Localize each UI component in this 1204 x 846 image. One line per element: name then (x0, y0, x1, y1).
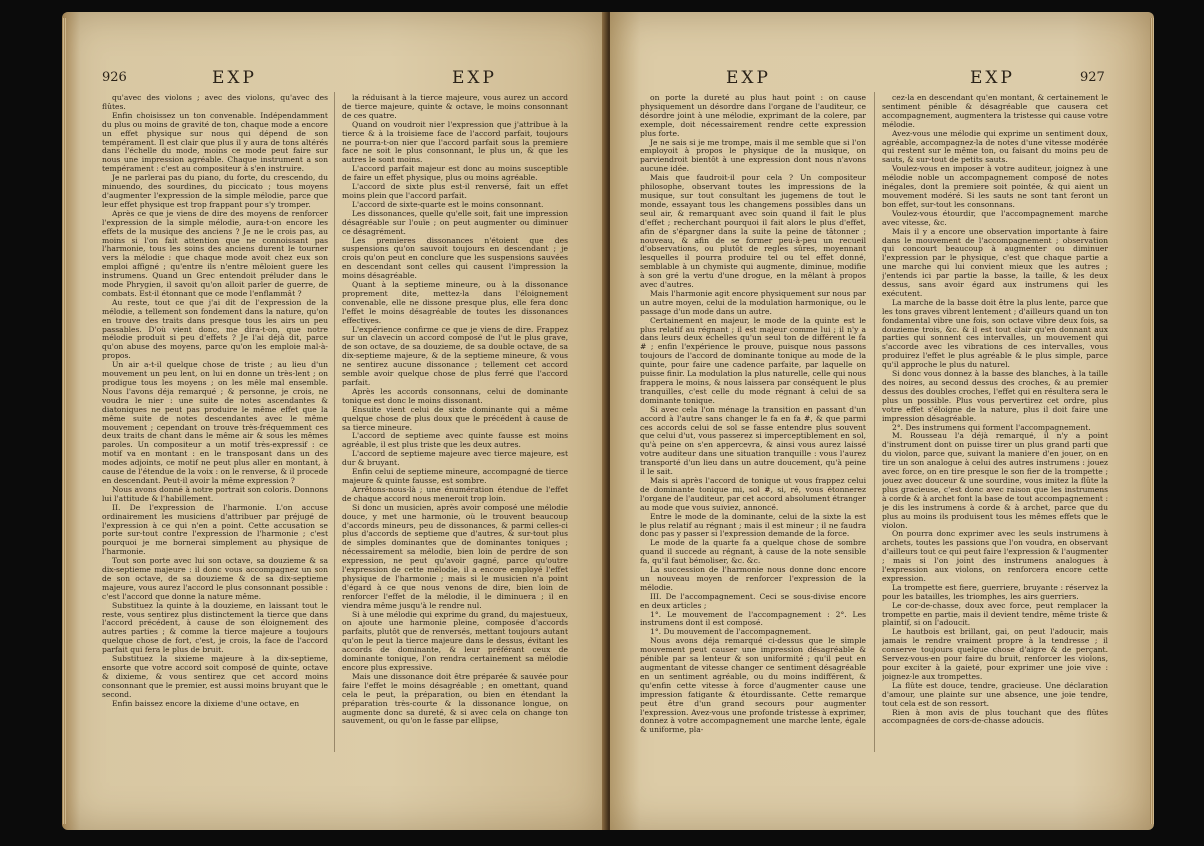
right-page-number: 927 (1080, 70, 1105, 85)
paragraph: Si donc un musicien, après avoir composé une mélodie douce, y met une harmonie, où le trouvent beaucoup d'accords mineurs, peu de dissonances, & parmi celles-ci plus d'accords de septieme que d'autres, & sur-tout plus de simples dominantes que de dominantes toniques ; nécessairement sa mélodie, bien loin de perdre de son expression, ne peut qu'avoir gagné, parce qu'outre l'expression de cette mélodie, il a encore employé l'effet physique de l'harmonie ; mais si le musicien n'a point d'égard à ce que nous venons de dire, bien loin de renforcer l'effet de la mélodie, il le diminuera ; il en viendra même jusqu'à le rendre nul. (342, 502, 568, 610)
paragraph: Après ce que je viens de dire des moyens de renforcer l'expression de la simple mélodie, aura-t-on encore les effets de la musique des anciens ? Je ne le crois pas, au moins si l'on fait attention que ne connoissant pas l'harmonie, tous les soins des anciens durent le tourner vers la mélodie : que chaque mode avoit chez eux son emploi affigné ; qu'entre ils n'entre mêloient guere les instrumens. Quand un Grec entendoit préluder dans le mode Phrygien, il savoit qu'on alloit parler de guerre, de combats. Est-il étonnant que ce mode l'enflammât ? (102, 208, 328, 298)
paragraph: Un air a-t-il quelque chose de triste ; au lieu d'un mouvement un peu lent, on lui en donne un très-lent ; on prodigue tous les moyens ; on les mêle mal ensemble. Nous l'avons déja remarqué ; & personne, je crois, ne voudra le nier : une suite de notes ascendantes & diatoniques ne peut pas produire le même effet que la même suite de notes descendantes avec le même mouvement ; cependant on trouve très-fréquemment ces deux traits de chant dans le même air & sous les mêmes paroles. Un compositeur a un motif très-expressif : ce motif va en montant : en le transposant dans un des modes adjoints, ce motif ne peut plus aller en montant, à cause de l'étendue de la voix : on le renverse, & il procede en descendant. Peut-il avoir la même expression ? (102, 360, 328, 485)
paragraph: Nous avons déja remarqué ci-dessus que le simple mouvement peut causer une impression désagréable & pénible par sa lenteur & son uniformité ; qu'il peut en augmentant de vitesse changer ce sentiment désagréable en un sentiment agréable, ou du moins indifférent, & qu'enfin cette vitesse à force d'augmenter cause une impression fatigante & étourdissante. Cette remarque peut être d'un grand secours pour augmenter l'expression. Avez-vous une profonde tristesse à exprimer, donnez à votre accompagnement une marche lente, égale & uniforme, pla- (640, 636, 866, 735)
paragraph: La marche de la basse doit être la plus lente, parce que les tons graves vibrent lentement ; d'ailleurs quand un ton fondamental vibre une fois, son octave vibre deux fois, sa douzieme trois, &c. & il est tout clair qu'en donnant aux parties qui sonnent ces intervalles, un mouvement qui s'accorde avec les vibrations de ces intervalles, vous produirez l'effet le plus agréable & le plus simple, parce qu'il approche le plus du naturel. (882, 297, 1108, 370)
paragraph: L'expérience confirme ce que je viens de dire. Frappez sur un clavecin un accord composé de l'ut le plus grave, de son octave, de sa douzieme, de sa double octave, de sa dix-septieme majeure, & de la septieme mineure, & vous ne sentirez aucune dissonance ; tellement cet accord semble avoir quelque chose de plus ferré que l'accord parfait. (342, 324, 568, 387)
paragraph: Rien à mon avis de plus touchant que des flûtes accompagnées de cors-de-chasse adoucis. (882, 707, 1108, 726)
left-header-right: EXP (452, 68, 497, 88)
paragraph: M. Rousseau l'a déjà remarqué, il n'y a point d'instrument dont on puisse tirer un plus grand parti que du violon, parce que, suivant la maniere d'en jouer, on en tire un son analogue à celui des autres instrumens : jouez avec force, on en tire presque le son fier de la trompette ; jouez avec douceur & une sourdine, vous imitez la flûte la plus gracieuse, c'est donc avec raison que les instrumens à corde & à archet font la base de tout accompagnement : je dis les instrumens à corde & à archet, parce que du plus au moins ils produisent tous les mêmes effets que le violon. (882, 431, 1108, 530)
paragraph: Nous avons donné à notre portrait son coloris. Donnons lui l'attitude & l'habillement. (102, 484, 328, 503)
paragraph: Au reste, tout ce que j'ai dit de l'expression de la mélodie, a tellement son fondement dans la nature, qu'on en trouve des traits dans presque tous les airs un peu passables. D'où vient donc, me dira-t-on, que notre mélodie produit si peu d'effets ? Je l'ai déjà dit, parce qu'on abuse des moyens, parce qu'on les emploie mal-à-propos. (102, 297, 328, 361)
paragraph: Mais il y a encore une observation importante à faire dans le mouvement de l'accompagnement ; observation qui concourt beaucoup à augmenter ou diminuer l'expression par le physique, c'est que chaque partie a une marche qui lui convient mieux que les autres ; j'entends ici par partie la basse, la taille, & les deux dessus, sans avoir égard aux instrumens qui les exécutent. (882, 226, 1108, 298)
paragraph: L'accord parfait majeur est donc au moins susceptible de faire un effet physique, plus ou moins agréable. (342, 164, 568, 183)
paragraph: Le hautbois est brillant, gai, on peut l'adoucir, mais jamais le rendre vraiment propre à la tendresse ; il conserve toujours quelque chose d'aigre & de perçant. Servez-vous-en pour faire du bruit, renforcer les violons, pour exciter à la gaieté, pour exprimer une joie vive : joignez-le aux trompettes. (882, 627, 1108, 681)
right-column-1 (640, 94, 866, 754)
paragraph: Mais si après l'accord de tonique ut vous frappez celui de dominante tonique mi, sol #, si, ré, vous étonnerez l'organe de l'auditeur, par cet accord absolument étranger au mode que vous suiviez, annoncé. (640, 475, 866, 512)
paragraph: Le mode de la quarte fa a quelque chose de sombre quand il succede au régnant, à cause de la note sensible fa, qu'il faut bémoliser, &c. &c. (640, 538, 866, 566)
right-page (610, 12, 1154, 830)
paragraph: 2°. Des instrumens qui forment l'accompagnement. (892, 422, 1091, 432)
paragraph: Après les accords consonnans, celui de dominante tonique est donc le moins dissonant. (342, 386, 568, 405)
paragraph: Avez-vous une mélodie qui exprime un sentiment doux, agréable, accompagnez-la de notes d'une vitesse modérée qui restent sur le même ton, ou faisant du moins peu de sauts, & sur-tout de petits sauts. (882, 128, 1108, 165)
paragraph: La trompette est fiere, guerriere, bruyante : réservez la pour les batailles, les triomphes, les airs guerriers. (882, 582, 1108, 601)
paragraph: L'accord de septieme avec quinte fausse est moins agréable, il est plus triste que les deux autres. (342, 431, 568, 450)
paragraph: Enfin celui de septieme mineure, accompagné de tierce majeure & quinte fausse, est sombre. (342, 467, 568, 485)
paragraph: III. De l'accompagnement. Ceci se sous-divise encore en deux articles ; (640, 591, 866, 610)
right-page-edges (1150, 18, 1154, 824)
paragraph: Substituez la quinte à la douzieme, en laissant tout le reste, vous sentirez plus distinctement la tierce que dans l'accord précédent, à cause de son éloignement des autres parties ; & comme la tierce majeure a toujours quelque chose de fort, c'est, je crois, la face de l'accord parfait qui fera le plus de bruit. (102, 600, 328, 655)
paragraph: L'accord de sixte plus est-il renversé, fait un effet moins plein que l'accord parfait. (342, 182, 568, 200)
left-column-2 (342, 94, 568, 754)
paragraph: Le cor-de-chasse, doux avec force, peut remplacer la trompette en partie, mais il devient tendre, même triste & plaintif, si on l'adoucit. (882, 600, 1108, 628)
right-column-2 (882, 94, 1108, 754)
paragraph: Mais une dissonance doit être préparée & sauvée pour faire l'effet le moins désagréable ; en omettant, quand cela le peut, la préparation, ou bien en étendant la préparation très-courte & la dissonance longue, on augmente donc sa dureté, & si avec cela on change ton sauvement, ou qu'on le fasse par ellipse, (342, 671, 568, 726)
paragraph: qu'avec des violons ; avec des violons, qu'avec des flûtes. (102, 94, 328, 111)
paragraph: Voulez-vous étourdir, que l'accompagnement marche avec vitesse, &c. (882, 208, 1108, 227)
left-page-number: 926 (102, 70, 127, 85)
paragraph: Je ne sais si je me trompe, mais il me semble que si l'on employoit à propos le physique de la musique, on parviendroit bientôt à une expression dont nous n'avons aucune idée. (640, 137, 866, 174)
paragraph: Mais l'harmonie agit encore physiquement sur nous par un autre moyen, celui de la modulation harmonique, ou le passage d'un mode dans un autre. (640, 288, 866, 316)
paragraph: Je ne parlerai pas du piano, du forte, du crescendo, du minuendo, des sourdines, du piccicato ; tous moyens d'augmenter l'expression de la simple mélodie, parce que leur effet physique est trop frappant pour s'y tromper. (102, 173, 328, 209)
left-header-left: EXP (212, 68, 257, 88)
paragraph: la réduisant à la tierce majeure, vous aurez un accord de tierce majeure, quinte & octave, le moins consonnant de ces quatre. (342, 94, 568, 120)
right-header-left: EXP (726, 68, 771, 88)
paragraph: La succession de l'harmonie nous donne donc encore un nouveau moyen de renforcer l'expression de la mélodie. (640, 565, 866, 592)
paragraph: Si donc vous donnez à la basse des blanches, à la taille des noires, au second dessus des croches, & au premier dessus des doubles croches, l'effet qui en résultera sera le plus un possible. Plus vous pervertirez cet ordre, plus votre effet s'éloigne de la nature, plus il doit faire une impression désagréable. (882, 369, 1108, 423)
paragraph: 1°. Le mouvement de l'accompagnement : 2°. Les instrumens dont il est composé. (640, 609, 866, 628)
paragraph: II. De l'expression de l'harmonie. L'on accuse ordinairement les musiciens d'attribuer par préjugé de l'expression à ce qui n'en a point. Cette accusation se porte sur-tout contre l'expression de l'harmonie ; c'est pourquoi je me bornerai simplement au physique de l'harmonie. (102, 502, 328, 557)
column-rule (334, 92, 335, 752)
paragraph: On pourra donc exprimer avec les seuls instrumens à archets, toutes les passions que l'on voudra, en observant d'ailleurs tout ce qui peut faire l'expression & l'augmenter ; mais si l'on joint des instrumens analogues à l'expression aux violons, on renforcera encore cette expression. (882, 529, 1108, 583)
book-spread (62, 12, 1154, 830)
paragraph: Mais que faudroit-il pour cela ? Un compositeur philosophe, observant toutes les impressions de la musique, sur tout consultant les jugemens de tout le monde, essayant tous les changemens possibles dans un seul air, & remarquant avec soin quand il fait le plus d'effet ; recherchant pourquoi il fait alors le plus d'effet, afin de s'épargner dans la suite la peine de tâtonner ; nouveau, & afin de se former peu-à-peu un recueil d'observations, ou plutôt de regles sûres, moyennant lesquelles il pourra produire tel ou tel effet donné, semblable à un chymiste qui augmente, diminue, modifie à son gré la vertu d'une drogue, en la mêlant à propos avec d'autres. (640, 173, 866, 290)
paragraph: Quand on voudroit nier l'expression que j'attribue à la tierce & à la troisieme face de l'accord parfait, toujours ne pourra-t-on nier que l'accord parfait sous la premiere face ne soit le plus consonnant, le plus un, & que les autres le sont moins. (342, 119, 568, 165)
paragraph: Arrêtons-nous-là ; une énumération étendue de l'effet de chaque accord nous meneroit trop loin. (342, 484, 568, 503)
paragraph: Les dissonances, quelle qu'elle soit, fait une impression désagréable sur l'ouïe ; on peut augmenter ou diminuer ce désagrément. (342, 208, 568, 236)
left-column-1 (102, 94, 328, 754)
paragraph: Quant à la septieme mineure, ou à la dissonance proprement dite, mettez-la dans l'éloignement convenable, elle ne dissone presque plus, elle fera donc l'effet le moins désagréable de toutes les dissonances effectives. (342, 280, 568, 325)
paragraph: Voulez-vous en imposer à votre auditeur, joignez à une mélodie noble un accompagnement composé de notes inégales, dont la premiere soit pointée, & qui aient un mouvement modéré. Si les sauts ne sont tant feront un bon effet, sur-tout les consonnans. (882, 164, 1108, 209)
paragraph: Enfin choisissez un ton convenable. Indépendamment du plus ou moins de gravité de ton, chaque mode a encore un effet physique sur nous qui dépend de son tempérament. Il est clair que plus il y aura de tons altérés dans l'échelle du mode, moins ce mode peut faire sur nous une impression agréable. Chaque instrument a son tempérament : c'est au compositeur à s'en instruire. (102, 110, 328, 174)
paragraph: cez-la en descendant qu'en montant, & certainement le sentiment pénible & désagréable que causera cet accompagnement, augmentera la tristesse qui cause votre mélodie. (882, 94, 1108, 129)
paragraph: Les premieres dissonances n'étoient que des suspensions qu'on sauvoit toujours en descendant ; je crois qu'on peut en conclure que les suspensions sauvées en descendant sont celles qui causent l'impression la moins désagréable. (342, 235, 568, 281)
paragraph: Si avec cela l'on ménage la transition en passant d'un accord à l'autre sans changer le fa en fa #, & que parmi ces accords celui de sol se fasse entendre plus souvent que celui d'ut, vous passerez si imperceptiblement en sol, qu'à peine on s'en appercevra, & ainsi vous aurez laissé votre auditeur dans une situation tranquille : vous l'aurez transporté d'un lieu dans un autre doucement, qu'à peine il le sait. (640, 404, 866, 477)
paragraph: L'accord de sixte-quarte est le moins consonnant. (352, 199, 544, 209)
paragraph: Enfin baissez encore la dixieme d'une octave, en (112, 698, 300, 708)
column-rule (874, 92, 875, 752)
paragraph: La flûte est douce, tendre, gracieuse. Une déclaration d'amour, une plainte sur une absence, une joie tendre, tout cela est de son ressort. (882, 680, 1108, 708)
paragraph: Si à une mélodie qui exprime du grand, du majestueux, on ajoute une harmonie pleine, composée d'accords parfaits, plutôt que de renversés, mettant toujours autant qu'on le peut la tierce majeure dans le dessus, évitant les accords de dominante, & leur préférant ceux de dominante tonique, l'on rendra certainement sa mélodie encore plus expressive. (342, 609, 568, 672)
paragraph: Certainement en majeur, le mode de la quinte est le plus relatif au régnant ; il est majeur comme lui ; il n'y a dans leurs deux échelles qu'un seul ton de différent le fa # ; enfin l'expérience le prouve, puisque nous passons toujours de l'accord de dominante tonique au mode de la quinte, pour faire une cadence parfaite, par laquelle on puisse finir. La modulation la plus naturelle, celle qui nous frappera le moins, & nous laissera par conséquent le plus tranquilles, c'est celle du mode régnant à celui de sa dominante tonique. (640, 315, 866, 405)
right-header-right: EXP (970, 68, 1015, 88)
paragraph: Substituez la sixieme majeure à la dix-septieme, ensorte que votre accord soit composé de quinte, octave & dixieme, & vous sentirez que cet accord moins consonnant que le premier, est aussi moins bruyant que le second. (102, 654, 328, 699)
left-page (62, 12, 606, 830)
paragraph: 1°. Du mouvement de l'accompagnement. (650, 627, 812, 637)
paragraph: L'accord de septieme majeure avec tierce majeure, est dur & bruyant. (342, 449, 568, 468)
paragraph: on porte la dureté au plus haut point : on cause physiquement un désordre dans l'organe de l'auditeur, ce désordre joint à une mélodie, exprimant de la colere, par exemple, doit nécessairement rendre cette expression plus forte. (640, 94, 866, 138)
paragraph: Tout son porte avec lui son octave, sa douzieme & sa dix-septieme majeure : il donc vous accompagnez un son de son octave, de sa douzieme & de sa dix-septieme majeure, vous aurez l'accord le plus consonnant possible : c'est l'accord que donne la nature même. (102, 556, 328, 601)
left-page-edges (62, 18, 66, 824)
paragraph: Entre le mode de la dominante, celui de la sixte la est le plus relatif au régnant ; mais il est mineur ; il ne faudra donc pas y passer si l'expression demande de la force. (640, 511, 866, 539)
paragraph: Ensuite vient celui de sixte dominante qui a même quelque chose de plus doux que le précédent à cause de sa tierce mineure. (342, 404, 568, 432)
